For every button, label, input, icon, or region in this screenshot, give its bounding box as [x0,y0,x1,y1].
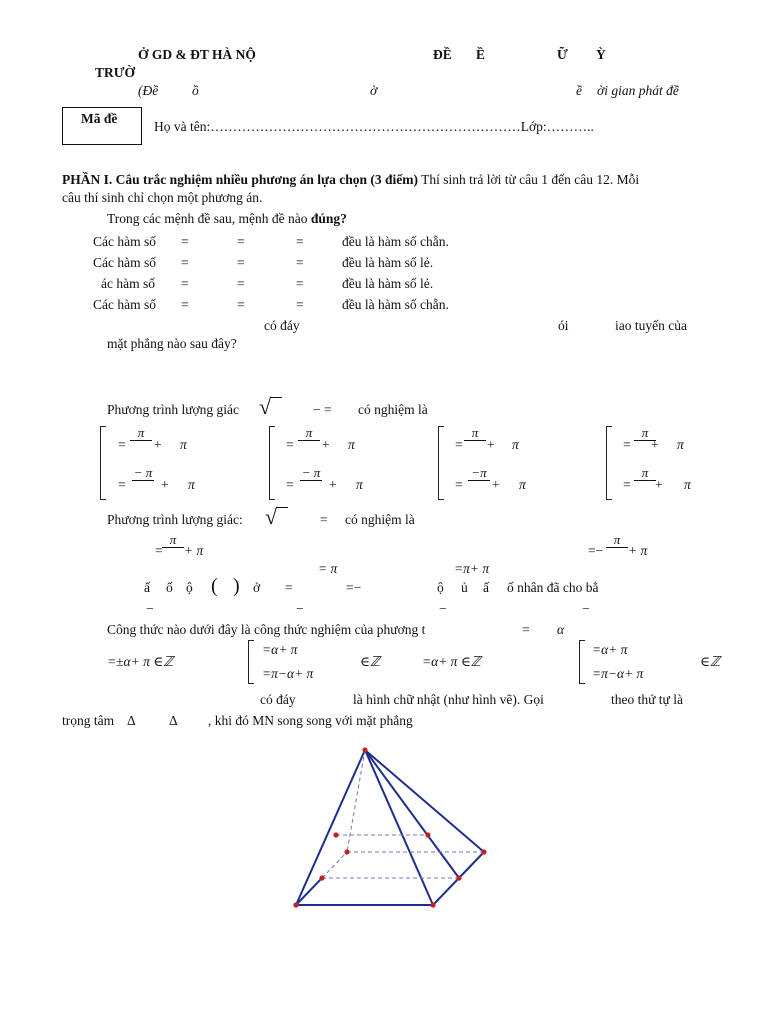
q3-a-pi-top: π [180,437,187,452]
q5-fragment-4: ở [253,580,261,595]
q3-c-pi-bot: π [519,477,526,492]
q1-option-c-eq2: = [237,276,245,291]
q3-c-plus-bot: + [492,477,500,492]
q3-sqrt-bar [270,397,282,398]
edge-apex-front-right [365,750,433,905]
q4-sqrt-bar [276,507,288,508]
q3-option-c-bracket[interactable] [438,426,444,500]
q3-b-frac-bot [300,466,322,493]
q3-stem: Phương trình lượng giác [107,402,240,417]
q3-option-a-bracket[interactable] [100,426,106,500]
q6-option-d-set: ∈ℤ [700,654,721,669]
q3-a-plus-top: + [154,437,162,452]
q5-equals-2: =− [346,580,362,595]
q6-option-c[interactable]: =α+ π ∈ℤ [422,654,481,669]
q1-stem-text: Trong các mệnh đề sau, mệnh đề nào [107,211,311,226]
point-back-left [344,849,349,854]
q5-paren-close: ) [233,575,240,597]
q1-option-b-eq2: = [237,255,245,270]
q4-equals: = [320,512,328,527]
exam-note-open: (Đề [138,83,159,98]
student-name-class-line[interactable]: Họ và tên:……………………………………………………………Lớp:……….. [154,119,594,134]
q1-option-a-eq3: = [296,234,304,249]
q3-b-pi-bot: π [356,477,363,492]
q3-b-top-numerator: π [305,425,313,440]
point-front-left [293,902,298,907]
q6-option-b-bracket[interactable] [248,640,254,684]
point-n [425,832,430,837]
q5-paren-open: ( [211,575,218,597]
q6-option-a[interactable]: =±α+ π ∈ℤ [107,654,174,669]
q4-stem-tail: có nghiệm là [345,512,415,527]
edge-left-lower [296,878,322,905]
q3-c-eq-top: = [455,437,463,452]
q4-option-d-numerator: π [613,532,621,547]
q5-equals-1: = [285,580,293,595]
q3-sqrt-symbol: √ [259,394,272,419]
edge-apex-front-left [296,750,365,905]
q6-equals: = [522,622,530,637]
section-instructions: câu thí sinh chỉ chọn một phương án. [62,190,263,205]
point-mid-left [319,875,324,880]
q4-option-d-rest: + π [628,543,648,558]
q1-option-a-eq2: = [237,234,245,249]
q3-d-bot-numerator: π [641,465,649,480]
q1-stem-bold: đúng? [310,211,347,226]
q3-a-bot-numerator: − π [133,465,153,480]
q6-stem: Công thức nào dưới đây là công thức nghiệm của phương t [107,622,426,637]
q4-sqrt-symbol: √ [265,504,278,529]
q5-option-a[interactable]: − [146,601,154,616]
q3-d-frac-bot [634,466,656,493]
q1-option-d-eq2: = [237,297,245,312]
q5-fragment-7: ấ [483,580,489,595]
q2-fragment-c: iao tuyến của [615,318,687,333]
section-heading-bold: PHẦN I. Câu trắc nghiệm nhiều phương án lựa chọn (3 điểm) [62,172,418,187]
q1-option-d-eq1: = [181,297,189,312]
q6-option-d-bracket[interactable] [579,640,585,684]
q3-a-plus-bot: + [161,477,169,492]
q4-option-c[interactable]: =π+ π [454,561,490,576]
q3-c-eq-bot: = [455,477,463,492]
q5-fragment-2: ố [166,580,173,595]
q3-a-pi-bot: π [188,477,195,492]
q3-b-plus-top: + [322,437,330,452]
q3-option-d-bracket[interactable] [606,426,612,500]
q5-fragment-3: ộ [186,580,193,595]
q3-stem-tail: có nghiệm là [358,402,428,417]
q1-option-a-tail: đều là hàm số chẵn. [342,234,449,249]
point-front-right [430,902,435,907]
q4-option-d-eq[interactable]: =− [588,543,604,558]
exam-note-part-2: ồ [192,83,199,98]
exam-title-part-2: Ề [476,47,486,62]
exam-title-part-1: ĐỀ [433,47,452,62]
q3-c-frac-bot [468,466,490,493]
q4-stem: Phương trình lượng giác: [107,512,243,527]
q4-option-d-frac [606,533,628,560]
q3-b-frac-top [298,426,320,453]
exam-code-label: Mã đề [81,111,118,126]
q4-option-a-rest: + π [184,543,204,558]
q5-fragment-1: ấ [144,580,150,595]
q7-fragment-c: theo thứ tự là [611,692,683,707]
q3-b-pi-top: π [348,437,355,452]
q3-b-eq-top: = [286,437,294,452]
q3-d-eq-top: = [623,437,631,452]
q1-option-d-lead[interactable]: Các hàm số [93,297,156,312]
q1-option-d-tail: đều là hàm số chẵn. [342,297,449,312]
q3-a-eq-top: = [118,437,126,452]
q1-option-b-eq1: = [181,255,189,270]
department-name: Ở GD & ĐT HÀ NỘ [138,47,256,62]
q1-option-b-tail: đều là hàm số lẻ. [342,255,434,270]
q1-option-b-lead[interactable]: Các hàm số [93,255,156,270]
q5-option-d[interactable]: − [582,601,590,616]
q3-c-bot-numerator: −π [471,465,487,480]
q6-alpha: α [557,622,565,637]
q3-b-plus-bot: + [329,477,337,492]
section-heading-rest: Thí sinh trả lời từ câu 1 đến câu 12. Mỗi [417,172,640,187]
q5-stem-tail: ố nhân đã cho bằ [507,580,599,595]
edge-base-right-upper [459,852,484,878]
exam-title-part-4: Ỳ [596,47,606,62]
q4-option-a-frac [162,533,184,560]
school-name: TRƯỜ [95,65,135,80]
q3-c-pi-top: π [512,437,519,452]
q3-d-eq-bot: = [623,477,631,492]
q3-d-plus-top: + [651,437,659,452]
q2-line-2: mặt phẳng nào sau đây? [107,336,237,351]
q3-d-top-numerator: π [641,425,649,440]
point-back-right [481,849,486,854]
q3-option-b-bracket[interactable] [269,426,275,500]
q7-fragment-b: là hình chữ nhật (như hình vẽ). Gọi [353,692,544,707]
exam-time-note: ời gian phát đề [597,83,679,98]
q3-a-top-numerator: π [137,425,145,440]
q3-a-frac-bot [132,466,154,493]
edge-base-right-lower [433,878,459,905]
q6-option-d-bottom: =π−α+ π [592,666,644,681]
point-mid-right [456,875,461,880]
q7-triangle-2: Δ [169,713,178,728]
q3-minus-equals: − = [313,402,332,417]
q5-fragment-6: ủ [461,580,468,595]
q1-option-d-eq3: = [296,297,304,312]
section-heading [62,172,639,188]
q6-option-b-top: =α+ π [262,642,298,657]
hidden-edge-apex-back-left [347,750,365,852]
q4-option-b[interactable]: = π [318,561,338,576]
q3-a-eq-bot: = [118,477,126,492]
q3-d-pi-bot: π [684,477,691,492]
q3-c-plus-top: + [487,437,495,452]
q7-line2-b: , khi đó MN song song với mặt phẳng [208,713,413,728]
q7-triangle-1: Δ [127,713,136,728]
exam-title-part-3: Ữ [557,47,568,62]
q5-option-c[interactable]: − [439,601,447,616]
q2-fragment-b: ói [558,318,569,333]
q6-option-b-bottom: =π−α+ π [262,666,314,681]
q1-option-c-tail: đều là hàm số lẻ. [342,276,434,291]
q3-d-plus-bot: + [655,477,663,492]
q1-option-c-eq1: = [181,276,189,291]
exam-note-part-4: ề [576,83,582,98]
q5-fragment-5: ộ [437,580,444,595]
q2-fragment-a: có đáy [264,318,300,333]
q1-option-a-eq1: = [181,234,189,249]
q3-c-top-numerator: π [471,425,479,440]
q3-b-bot-numerator: − π [301,465,321,480]
edge-apex-mid-right [365,750,459,878]
hidden-edge-left-upper [322,852,347,878]
q5-option-b[interactable]: − [296,601,304,616]
exam-code-box[interactable] [62,107,142,145]
exam-note-part-3: ờ [370,83,378,98]
q1-option-c-lead[interactable]: ác hàm số [101,276,155,291]
q1-option-b-eq3: = [296,255,304,270]
q7-fragment-a: có đáy [260,692,296,707]
q4-option-a-numerator: π [169,532,177,547]
q7-line2-a: trọng tâm [62,713,115,728]
point-apex [362,747,367,752]
q3-d-pi-top: π [677,437,684,452]
q3-a-frac-top [130,426,152,453]
q1-stem [107,211,347,227]
q6-option-d-top: =α+ π [592,642,628,657]
q3-c-frac-top [464,426,486,453]
q1-option-a-lead[interactable]: Các hàm số [93,234,156,249]
q3-b-eq-bot: = [286,477,294,492]
q4-option-a-eq[interactable]: = [155,543,163,558]
point-m [333,832,338,837]
q1-option-c-eq3: = [296,276,304,291]
edge-apex-back-right [365,750,484,852]
q6-option-b-set: ∈ℤ [360,654,381,669]
